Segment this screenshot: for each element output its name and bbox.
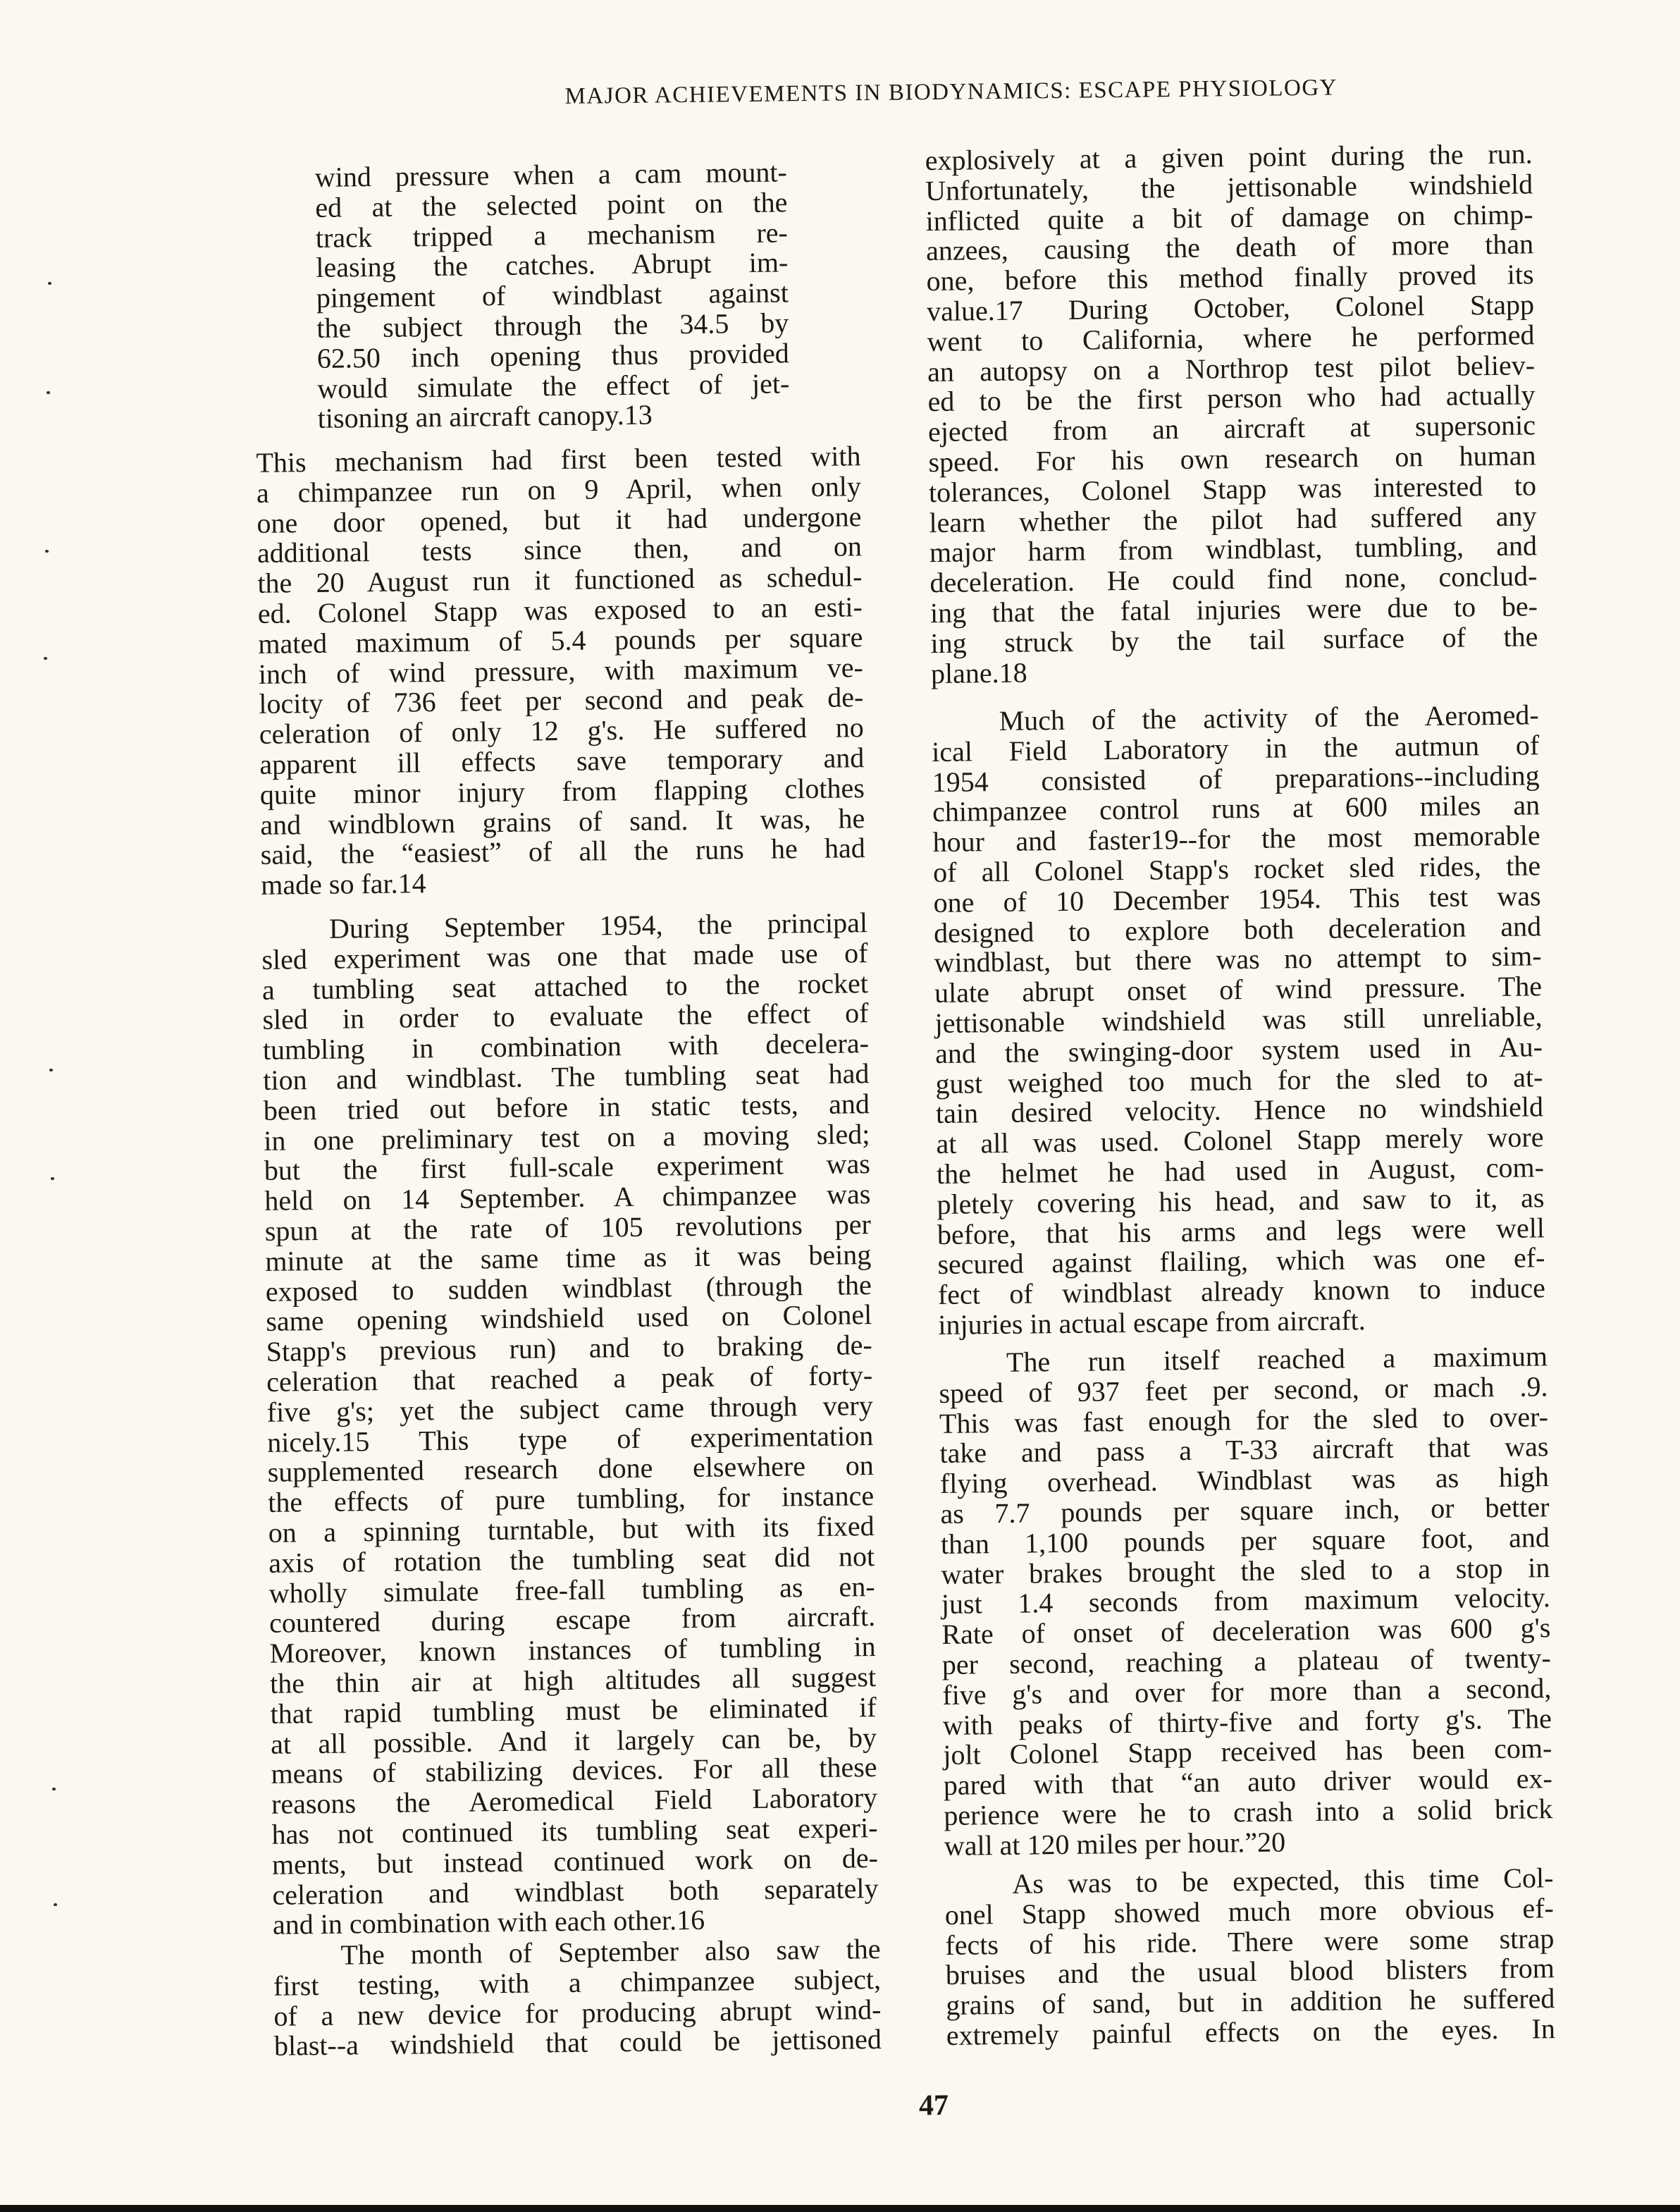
paragraph xyxy=(261,908,879,1941)
text-line: five g's and over for more than a second, xyxy=(942,1671,1552,1711)
page-number: 47 xyxy=(918,2089,949,2122)
text-line: Moreover, known instances of tumbling in xyxy=(269,1630,876,1669)
text-line: fect of windblast already known to induce xyxy=(937,1272,1546,1311)
text-line: at all was used. Colonel Stapp merely wore xyxy=(936,1121,1544,1160)
text-line: secured against flailing, which was one ef- xyxy=(937,1241,1545,1281)
text-line: perience were he to crash into a solid brick xyxy=(944,1793,1553,1831)
text-line: jettisonable windshield was still unreliable, xyxy=(934,1000,1543,1040)
text-line: made so far.14 xyxy=(261,867,426,902)
text-line: nicely.15 This type of experimentation xyxy=(266,1419,874,1458)
text-line: This was fast enough for the sled to over- xyxy=(939,1400,1549,1439)
text-line: supplemented research done elsewhere on xyxy=(267,1449,874,1489)
text-line: than 1,100 pounds per square foot, and xyxy=(940,1520,1550,1560)
text-line: reasons the Aeromedical Field Laboratory xyxy=(271,1781,878,1820)
text-line: track tripped a mechanism re- xyxy=(315,216,789,254)
paragraph xyxy=(939,1341,1553,1861)
text-line: went to California, where he performed xyxy=(927,319,1535,357)
text-line: a chimpanzee run on 9 April, when only xyxy=(256,469,862,509)
text-line: speed. For his own research on human xyxy=(928,439,1536,479)
text-line: one of 10 December 1954. This test was xyxy=(933,880,1541,918)
text-line: grains of sand, but in addition he suffered xyxy=(946,1982,1555,2022)
text-line: As was to be expected, this time Col- xyxy=(1012,1862,1554,1900)
text-line: quite minor injury from flapping clothes xyxy=(259,771,865,811)
text-line: tion and windblast. The tumbling seat had xyxy=(263,1057,870,1096)
text-line: one door opened, but it had undergone xyxy=(257,500,862,539)
text-line: spun at the rate of 105 revolutions per xyxy=(264,1208,872,1247)
text-line: 1954 consisted of preparations--including xyxy=(932,758,1540,798)
text-line: locity of 736 feet per second and peak de- xyxy=(259,681,864,720)
text-line: plane.18 xyxy=(930,656,1027,689)
text-line: water brakes brought the sled to a stop in xyxy=(941,1551,1550,1590)
text-line: would simulate the effect of jet- xyxy=(317,367,790,405)
paragraph xyxy=(931,700,1545,1340)
text-line: said, the “easiest” of all the runs he had xyxy=(260,832,865,871)
margin-mark xyxy=(51,1177,54,1180)
text-line: means of stabilizing devices. For all these xyxy=(271,1751,877,1790)
paragraph xyxy=(256,441,865,901)
text-line: been tried out before in static tests, and xyxy=(263,1087,870,1126)
text-line: per second, reaching a plateau of twenty- xyxy=(941,1642,1552,1680)
text-line: deceleration. He could find none, conclud- xyxy=(929,560,1538,599)
margin-mark xyxy=(52,1788,56,1790)
text-line: take and pass a T-33 aircraft that was xyxy=(939,1430,1549,1470)
text-line: the 20 August run it functioned as schedul- xyxy=(257,560,863,600)
text-line: exposed to sudden windblast (through the xyxy=(265,1268,872,1308)
text-line: the helmet he had used in August, com- xyxy=(936,1151,1545,1190)
text-line: value.17 During October, Colonel Stapp xyxy=(926,288,1535,328)
text-line: held on 14 September. A chimpanzee was xyxy=(264,1178,871,1217)
text-line: before, that his arms and legs were well xyxy=(937,1211,1545,1251)
text-line: chimpanzee control runs at 600 miles an xyxy=(932,789,1540,828)
text-line: pared with that “an auto driver would ex- xyxy=(943,1762,1553,1802)
scan-edge xyxy=(0,2205,1680,2212)
text-line: pingement of windblast against xyxy=(316,276,789,314)
text-line: Rate of onset of deceleration was 600 g's xyxy=(941,1611,1551,1651)
text-line: ed to be the first person who had actually xyxy=(927,379,1536,418)
text-line: pletely covering his head, and saw to it, as xyxy=(937,1181,1545,1220)
text-line: ical Field Laboratory in the autmun of xyxy=(931,729,1540,768)
margin-mark xyxy=(49,1069,53,1071)
text-line: learn whether the pilot had suffered any xyxy=(929,499,1537,539)
text-line: injuries in actual escape from aircraft. xyxy=(938,1304,1366,1341)
text-line: tisoning an aircraft canopy.13 xyxy=(317,398,653,435)
text-line: ing that the fatal injuries were due to be- xyxy=(929,590,1538,629)
text-line: celeration of only 12 g's. He suffered no xyxy=(259,711,865,751)
text-line: windblast, but there was no attempt to sim- xyxy=(934,940,1542,979)
text-line: Stapp's previous run) and to braking de- xyxy=(266,1329,872,1368)
text-line: axis of rotation the tumbling seat did not xyxy=(268,1540,875,1579)
paragraph xyxy=(925,139,1538,689)
text-line: major harm from windblast, tumbling, and xyxy=(929,529,1538,569)
text-line: Unfortunately, the jettisonable windshield xyxy=(925,168,1533,207)
text-line: extremely painful effects on the eyes. In xyxy=(946,2013,1556,2051)
text-line: inflicted quite a bit of damage on chimp- xyxy=(925,197,1533,237)
text-line: This mechanism had first been tested with xyxy=(256,440,861,479)
text-line: 62.50 inch opening thus provided xyxy=(316,337,790,374)
text-line: During September 1954, the principal xyxy=(328,907,868,945)
text-line: five g's; yet the subject came through very xyxy=(266,1389,873,1428)
text-line: wind pressure when a cam mount- xyxy=(314,156,788,193)
running-header: MAJOR ACHIEVEMENTS IN BIODYNAMICS: ESCAPE PHYSIOLOGY xyxy=(564,75,1338,109)
text-line: one, before this method finally proved its xyxy=(926,258,1534,297)
text-line: onel Stapp showed much more obvious ef- xyxy=(944,1891,1555,1931)
text-line: as 7.7 pounds per square inch, or better xyxy=(940,1491,1550,1530)
text-line: the effects of pure tumbling, for instance xyxy=(267,1480,875,1518)
text-line: and windblown grains of sand. It was, he xyxy=(260,801,865,841)
paragraph xyxy=(315,157,790,434)
text-line: celeration that reached a peak of forty- xyxy=(266,1359,873,1398)
text-line: ed. Colonel Stapp was exposed to an esti- xyxy=(257,591,863,629)
text-line: with peaks of thirty-five and forty g's. The xyxy=(942,1702,1552,1741)
text-line: wall at 120 miles per hour.”20 xyxy=(944,1826,1286,1862)
text-line: a tumbling seat attached to the rocket xyxy=(261,966,869,1006)
text-line: gust weighed too much for the sled to at- xyxy=(935,1060,1543,1100)
margin-mark xyxy=(47,391,50,394)
text-line: an autopsy on a Northrop test pilot believ- xyxy=(927,348,1536,388)
text-line: ing struck by the tail surface of the xyxy=(930,620,1538,659)
text-line: the thin air at high altitudes all suggest xyxy=(269,1660,877,1700)
text-line: designed to explore both deceleration and xyxy=(933,909,1542,949)
text-line: additional tests since then, and on xyxy=(257,530,863,570)
text-line: and in combination with each other.16 xyxy=(272,1904,705,1941)
text-line: Much of the activity of the Aeromed- xyxy=(999,699,1539,737)
text-line: first testing, with a chimpanzee subject, xyxy=(273,1962,882,2002)
text-line: ments, but instead continued work on de- xyxy=(271,1841,879,1881)
margin-mark xyxy=(45,550,49,553)
text-line: speed of 937 feet per second, or mach .9. xyxy=(939,1370,1548,1409)
paragraph xyxy=(944,1863,1555,2051)
text-line: of a new device for producing abrupt wind- xyxy=(273,1993,882,2032)
text-line: bruises and the usual blood blisters from xyxy=(945,1952,1555,1991)
text-line: has not continued its tumbling seat experi- xyxy=(271,1811,878,1850)
text-line: apparent ill effects save temporary and xyxy=(259,742,865,780)
text-line: just 1.4 seconds from maximum velocity. xyxy=(941,1581,1551,1621)
text-line: countered during escape from aircraft. xyxy=(268,1600,876,1640)
text-line: in one preliminary test on a moving sled; xyxy=(264,1117,870,1157)
text-line: explosively at a given point during the run. xyxy=(925,137,1533,177)
margin-mark xyxy=(48,282,51,285)
text-line: tumbling in combination with decelera- xyxy=(262,1027,870,1067)
text-line: leasing the catches. Abrupt im- xyxy=(316,246,789,284)
text-line: hour and faster19--for the most memorable xyxy=(932,819,1540,859)
text-line: wholly simulate free-fall tumbling as en- xyxy=(268,1570,875,1609)
text-line: of all Colonel Stapp's rocket sled rides, the xyxy=(932,849,1541,889)
text-line: tain desired velocity. Hence no windshield xyxy=(935,1090,1544,1130)
text-line: at all possible. And it largely can be, by xyxy=(270,1721,877,1760)
text-line: inch of wind pressure, with maximum ve- xyxy=(258,651,864,690)
margin-mark xyxy=(44,657,47,660)
margin-mark xyxy=(54,1903,57,1906)
text-line: blast--a windshield that could be jettisoned xyxy=(273,2023,882,2063)
text-line: ulate abrupt onset of wind pressure. The xyxy=(934,970,1543,1009)
text-line: minute at the same time as it was being xyxy=(265,1238,872,1277)
text-line: same opening windshield used on Colonel xyxy=(266,1298,872,1338)
paragraph xyxy=(273,1934,882,2062)
text-line: anzees, causing the death of more than xyxy=(925,228,1534,267)
text-line: The month of September also saw the xyxy=(340,1933,881,1971)
text-line: the subject through the 34.5 by xyxy=(316,307,789,344)
text-line: on a spinning turntable, but with its fixed xyxy=(268,1510,875,1549)
text-line: fects of his ride. There were some strap xyxy=(945,1922,1555,1961)
text-line: tolerances, Colonel Stapp was interested to xyxy=(928,469,1537,508)
text-line: flying overhead. Windblast was as high xyxy=(939,1461,1550,1500)
text-line: The run itself reached a maximum xyxy=(1006,1340,1548,1378)
text-line: celeration and windblast both separately xyxy=(272,1872,879,1911)
text-line: and the swinging-door system used in Au- xyxy=(934,1031,1543,1069)
text-line: mated maximum of 5.4 pounds per square xyxy=(258,620,863,660)
text-line: that rapid tumbling must be eliminated if xyxy=(270,1690,877,1730)
text-line: but the first full-scale experiment was xyxy=(264,1148,871,1187)
text-line: jolt Colonel Stapp received has been com- xyxy=(943,1732,1552,1771)
text-line: ed at the selected point on the xyxy=(315,186,788,223)
text-line: ejected from an aircraft at supersonic xyxy=(927,409,1536,448)
text-line: sled in order to evaluate the effect of xyxy=(262,997,869,1036)
text-line: sled experiment was one that made use of xyxy=(261,936,868,976)
